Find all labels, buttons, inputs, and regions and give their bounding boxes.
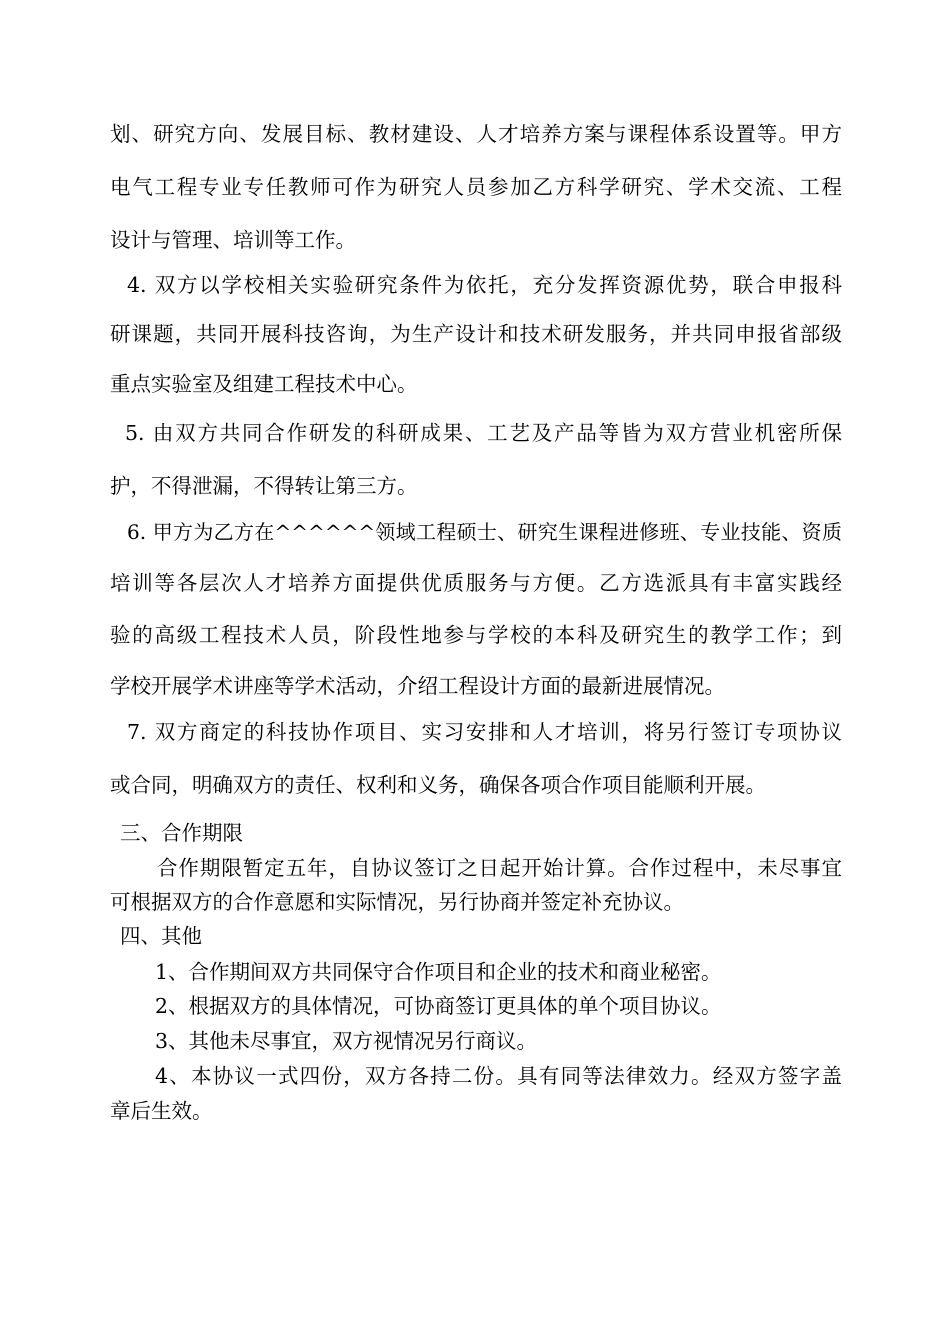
list-item: 4、本协议一式四份，双方各持二份。具有同等法律效力。经双方签字盖 bbox=[155, 1064, 842, 1088]
paragraph-line: 章后生效。 bbox=[110, 1099, 213, 1123]
list-item: 1、合作期间双方共同保守合作项目和企业的技术和商业秘密。 bbox=[155, 960, 722, 984]
paragraph-line: 合作期限暂定五年，自协议签订之日起开始计算。合作过程中，未尽事宜 bbox=[157, 856, 842, 880]
paragraph-line: 划、研究方向、发展目标、教材建设、人才培养方案与课程体系设置等。甲方 bbox=[110, 122, 842, 146]
paragraph-line: 4. 双方以学校相关实验研究条件为依托，充分发挥资源优势，联合申报科 bbox=[127, 273, 842, 297]
list-item: 3、其他未尽事宜，双方视情况另行商议。 bbox=[155, 1029, 538, 1053]
paragraph-line: 可根据双方的合作意愿和实际情况，另行协商并签定补充协议。 bbox=[110, 890, 684, 914]
paragraph-line: 6. 甲方为乙方在^^^^^^领域工程硕士、研究生课程进修班、专业技能、资质 bbox=[127, 520, 842, 544]
paragraph-line: 验的高级工程技术人员，阶段性地参与学校的本科及研究生的教学工作；到 bbox=[110, 623, 842, 647]
paragraph-line: 研课题，共同开展科技咨询，为生产设计和技术研发服务，并共同申报省部级 bbox=[110, 322, 842, 346]
list-item: 2、根据双方的具体情况，可协商签订更具体的单个项目协议。 bbox=[155, 994, 722, 1018]
section-heading: 四、其他 bbox=[120, 924, 202, 948]
paragraph-line: 电气工程专业专任教师可作为研究人员参加乙方科学研究、学术交流、工程 bbox=[110, 175, 842, 199]
paragraph-line: 设计与管理、培训等工作。 bbox=[110, 228, 356, 252]
paragraph-line: 7. 双方商定的科技协作项目、实习安排和人才培训，将另行签订专项协议 bbox=[127, 720, 842, 744]
paragraph-line: 培训等各层次人才培养方面提供优质服务与方便。乙方选派具有丰富实践经 bbox=[110, 571, 842, 595]
section-heading: 三、合作期限 bbox=[120, 821, 243, 845]
paragraph-line: 护，不得泄漏，不得转让第三方。 bbox=[110, 474, 418, 498]
paragraph-line: 学校开展学术讲座等学术活动，介绍工程设计方面的最新进展情况。 bbox=[110, 674, 725, 698]
paragraph-line: 或合同，明确双方的责任、权利和义务，确保各项合作项目能顺利开展。 bbox=[110, 773, 766, 797]
paragraph-line: 5. 由双方共同合作研发的科研成果、工艺及产品等皆为双方营业机密所保 bbox=[125, 421, 842, 445]
paragraph-line: 重点实验室及组建工程技术中心。 bbox=[110, 372, 418, 396]
